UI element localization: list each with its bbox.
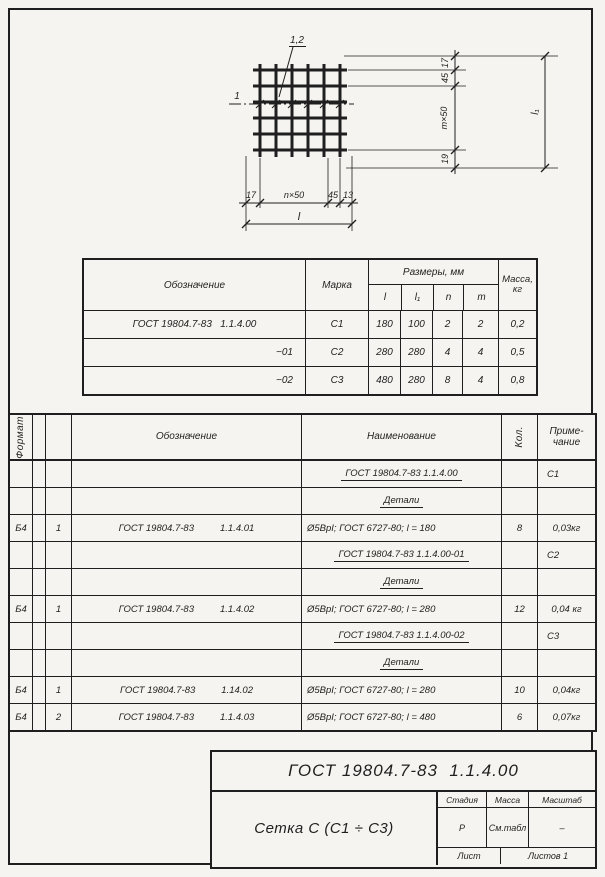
- designation-cell: ГОСТ 19804.7-83 1.1.4.00: [132, 319, 257, 330]
- col-pos: [45, 415, 71, 459]
- mesh-drawing: [0, 0, 605, 250]
- spec-row-item: [10, 595, 595, 622]
- spec-row-group: [10, 460, 595, 487]
- note-cell: 0,04кг: [537, 677, 595, 703]
- col-m: m: [463, 285, 499, 310]
- dim-13: 13: [342, 190, 354, 200]
- bottom-dimensions: [239, 156, 358, 231]
- sheet-label: Лист: [457, 851, 481, 861]
- format-cell: Б4: [15, 711, 27, 723]
- note-cell: 0,07кг: [537, 704, 595, 730]
- mass-label: Масса: [486, 792, 528, 807]
- group-name: ГОСТ 19804.7-83 1.1.4.00-02: [334, 630, 468, 643]
- qty-cell: 8: [501, 515, 537, 541]
- spec-row-item: [10, 514, 595, 541]
- group-name: ГОСТ 19804.7-83 1.1.4.00: [341, 468, 461, 481]
- mark-cell: С1: [305, 311, 368, 338]
- spec-row-section: [10, 487, 595, 514]
- dim-45-right: 45: [440, 72, 450, 84]
- sheets-label: Листов 1: [500, 848, 595, 864]
- note-cell: 0,04 кг: [537, 596, 595, 622]
- marks-table: [82, 258, 538, 396]
- note-cell: 0,03кг: [537, 515, 595, 541]
- col-format: [10, 415, 32, 459]
- n-cell: 4: [432, 339, 462, 366]
- pos-cell: 1: [45, 677, 71, 703]
- drawing-title: Сетка С (С1 ÷ С3): [212, 792, 438, 865]
- col-zone: [32, 415, 45, 459]
- col-l1: l₁: [401, 285, 433, 310]
- designation-code: 1.1.4.02: [219, 603, 255, 615]
- n-cell: 8: [432, 367, 462, 394]
- designation-std: ГОСТ 19804.7-83: [119, 684, 196, 696]
- designation-cell: [71, 596, 301, 622]
- scale-label: Масштаб: [528, 792, 595, 807]
- group-name-cell: [301, 461, 501, 487]
- spec-row-group: [10, 622, 595, 649]
- l1-cell: 100: [400, 311, 432, 338]
- mass-value: См.табл: [486, 808, 528, 847]
- spec-header: [10, 415, 595, 460]
- spec-row-item: [10, 676, 595, 703]
- designation-code: 1.14.02: [221, 684, 253, 696]
- qty-cell: 6: [501, 704, 537, 730]
- col-l: l: [383, 292, 387, 303]
- title-block-mini-table: [438, 792, 595, 865]
- spec-row-group: [10, 541, 595, 568]
- group-name-cell: [301, 542, 501, 568]
- format-cell: Б4: [15, 684, 27, 696]
- table-row: [84, 366, 536, 394]
- designation-cell: [71, 704, 301, 730]
- name-cell: Ø5ВрI; ГОСТ 6727-80; l = 180: [301, 515, 501, 541]
- format-header-label: Формат: [15, 415, 27, 459]
- pos-cell: 1: [45, 596, 71, 622]
- dim-l1-overall: l₁: [530, 109, 541, 115]
- qty-cell: 12: [501, 596, 537, 622]
- designation-code: 1.1.4.01: [219, 522, 255, 534]
- group-name: ГОСТ 19804.7-83 1.1.4.00-01: [334, 549, 468, 562]
- spec-row-item: [10, 703, 595, 730]
- mark-cell: С3: [305, 367, 368, 394]
- mass-cell: 0,5: [498, 339, 536, 366]
- mass-cell: 0,8: [498, 367, 536, 394]
- col-designation: Обозначение: [163, 279, 226, 291]
- stage-value: Р: [458, 822, 465, 833]
- dim-17-right: 17: [440, 57, 450, 69]
- stage-label: Стадия: [446, 794, 478, 805]
- name-cell: Ø5ВрI; ГОСТ 6727-80; l = 480: [301, 704, 501, 730]
- designation-cell: −01: [276, 347, 293, 358]
- col-designation: Обозначение: [71, 415, 301, 459]
- pos-cell: 1: [45, 515, 71, 541]
- note-cell: С1: [537, 461, 595, 487]
- designation-cell: [71, 677, 301, 703]
- l-cell: 180: [368, 311, 400, 338]
- designation-std: ГОСТ 19804.7-83: [118, 603, 194, 615]
- l1-cell: 280: [400, 367, 432, 394]
- mark-cell: С2: [305, 339, 368, 366]
- callout-left-label: 1: [234, 91, 240, 102]
- col-sizes-group: [368, 260, 498, 310]
- designation-cell: −02: [276, 375, 293, 386]
- m-cell: 4: [462, 339, 498, 366]
- col-mass: Масса, кг: [498, 260, 536, 310]
- right-dimensions: [344, 50, 558, 174]
- format-cell: Б4: [15, 603, 27, 615]
- m-cell: 2: [462, 311, 498, 338]
- dim-19: 19: [440, 153, 450, 165]
- dim-n50: n×50: [283, 190, 305, 200]
- section-name: Детали: [380, 576, 424, 589]
- dim-l-overall: l: [297, 211, 301, 223]
- spec-row-section: [10, 568, 595, 595]
- specification-table: [8, 413, 597, 732]
- format-cell: Б4: [15, 522, 27, 534]
- mass-cell: 0,2: [498, 311, 536, 338]
- spec-row-section: [10, 649, 595, 676]
- name-cell: Ø5ВрI; ГОСТ 6727-80; l = 280: [301, 596, 501, 622]
- document-number: ГОСТ 19804.7-83 1.1.4.00: [212, 752, 595, 792]
- pos-cell: 2: [45, 704, 71, 730]
- section-name: Детали: [380, 657, 424, 670]
- scale-value: –: [528, 808, 595, 847]
- group-name-cell: [301, 623, 501, 649]
- dim-m50: m×50: [439, 106, 449, 130]
- section-name-cell: [301, 650, 501, 676]
- col-name: Наименование: [301, 415, 501, 459]
- marks-table-header: [84, 260, 536, 310]
- qty-header-label: Кол.: [513, 426, 525, 448]
- col-n: n: [433, 285, 463, 310]
- m-cell: 4: [462, 367, 498, 394]
- designation-cell: [71, 515, 301, 541]
- designation-code: 1.1.4.03: [219, 711, 255, 723]
- dim-45-bottom: 45: [327, 190, 339, 200]
- col-mark: Марка: [305, 260, 368, 310]
- dim-17-bottom: 17: [245, 190, 257, 200]
- section-name-cell: [301, 569, 501, 595]
- table-row: [84, 338, 536, 366]
- name-cell: Ø5ВрI; ГОСТ 6727-80; l = 280: [301, 677, 501, 703]
- designation-std: ГОСТ 19804.7-83: [118, 522, 194, 534]
- n-cell: 2: [432, 311, 462, 338]
- qty-cell: 10: [501, 677, 537, 703]
- designation-std: ГОСТ 19804.7-83: [118, 711, 194, 723]
- l-cell: 280: [368, 339, 400, 366]
- col-note: Приме-чание: [537, 415, 595, 459]
- mesh-grid: [253, 64, 347, 157]
- section-name-cell: [301, 488, 501, 514]
- callout-top-label: 1,2: [290, 35, 304, 46]
- table-row: [84, 310, 536, 338]
- note-cell: С3: [537, 623, 595, 649]
- col-qty: [501, 415, 537, 459]
- note-cell: С2: [537, 542, 595, 568]
- section-name: Детали: [380, 495, 424, 508]
- title-block: [210, 750, 597, 869]
- col-sizes: Размеры, мм: [369, 260, 498, 285]
- l-cell: 480: [368, 367, 400, 394]
- l1-cell: 280: [400, 339, 432, 366]
